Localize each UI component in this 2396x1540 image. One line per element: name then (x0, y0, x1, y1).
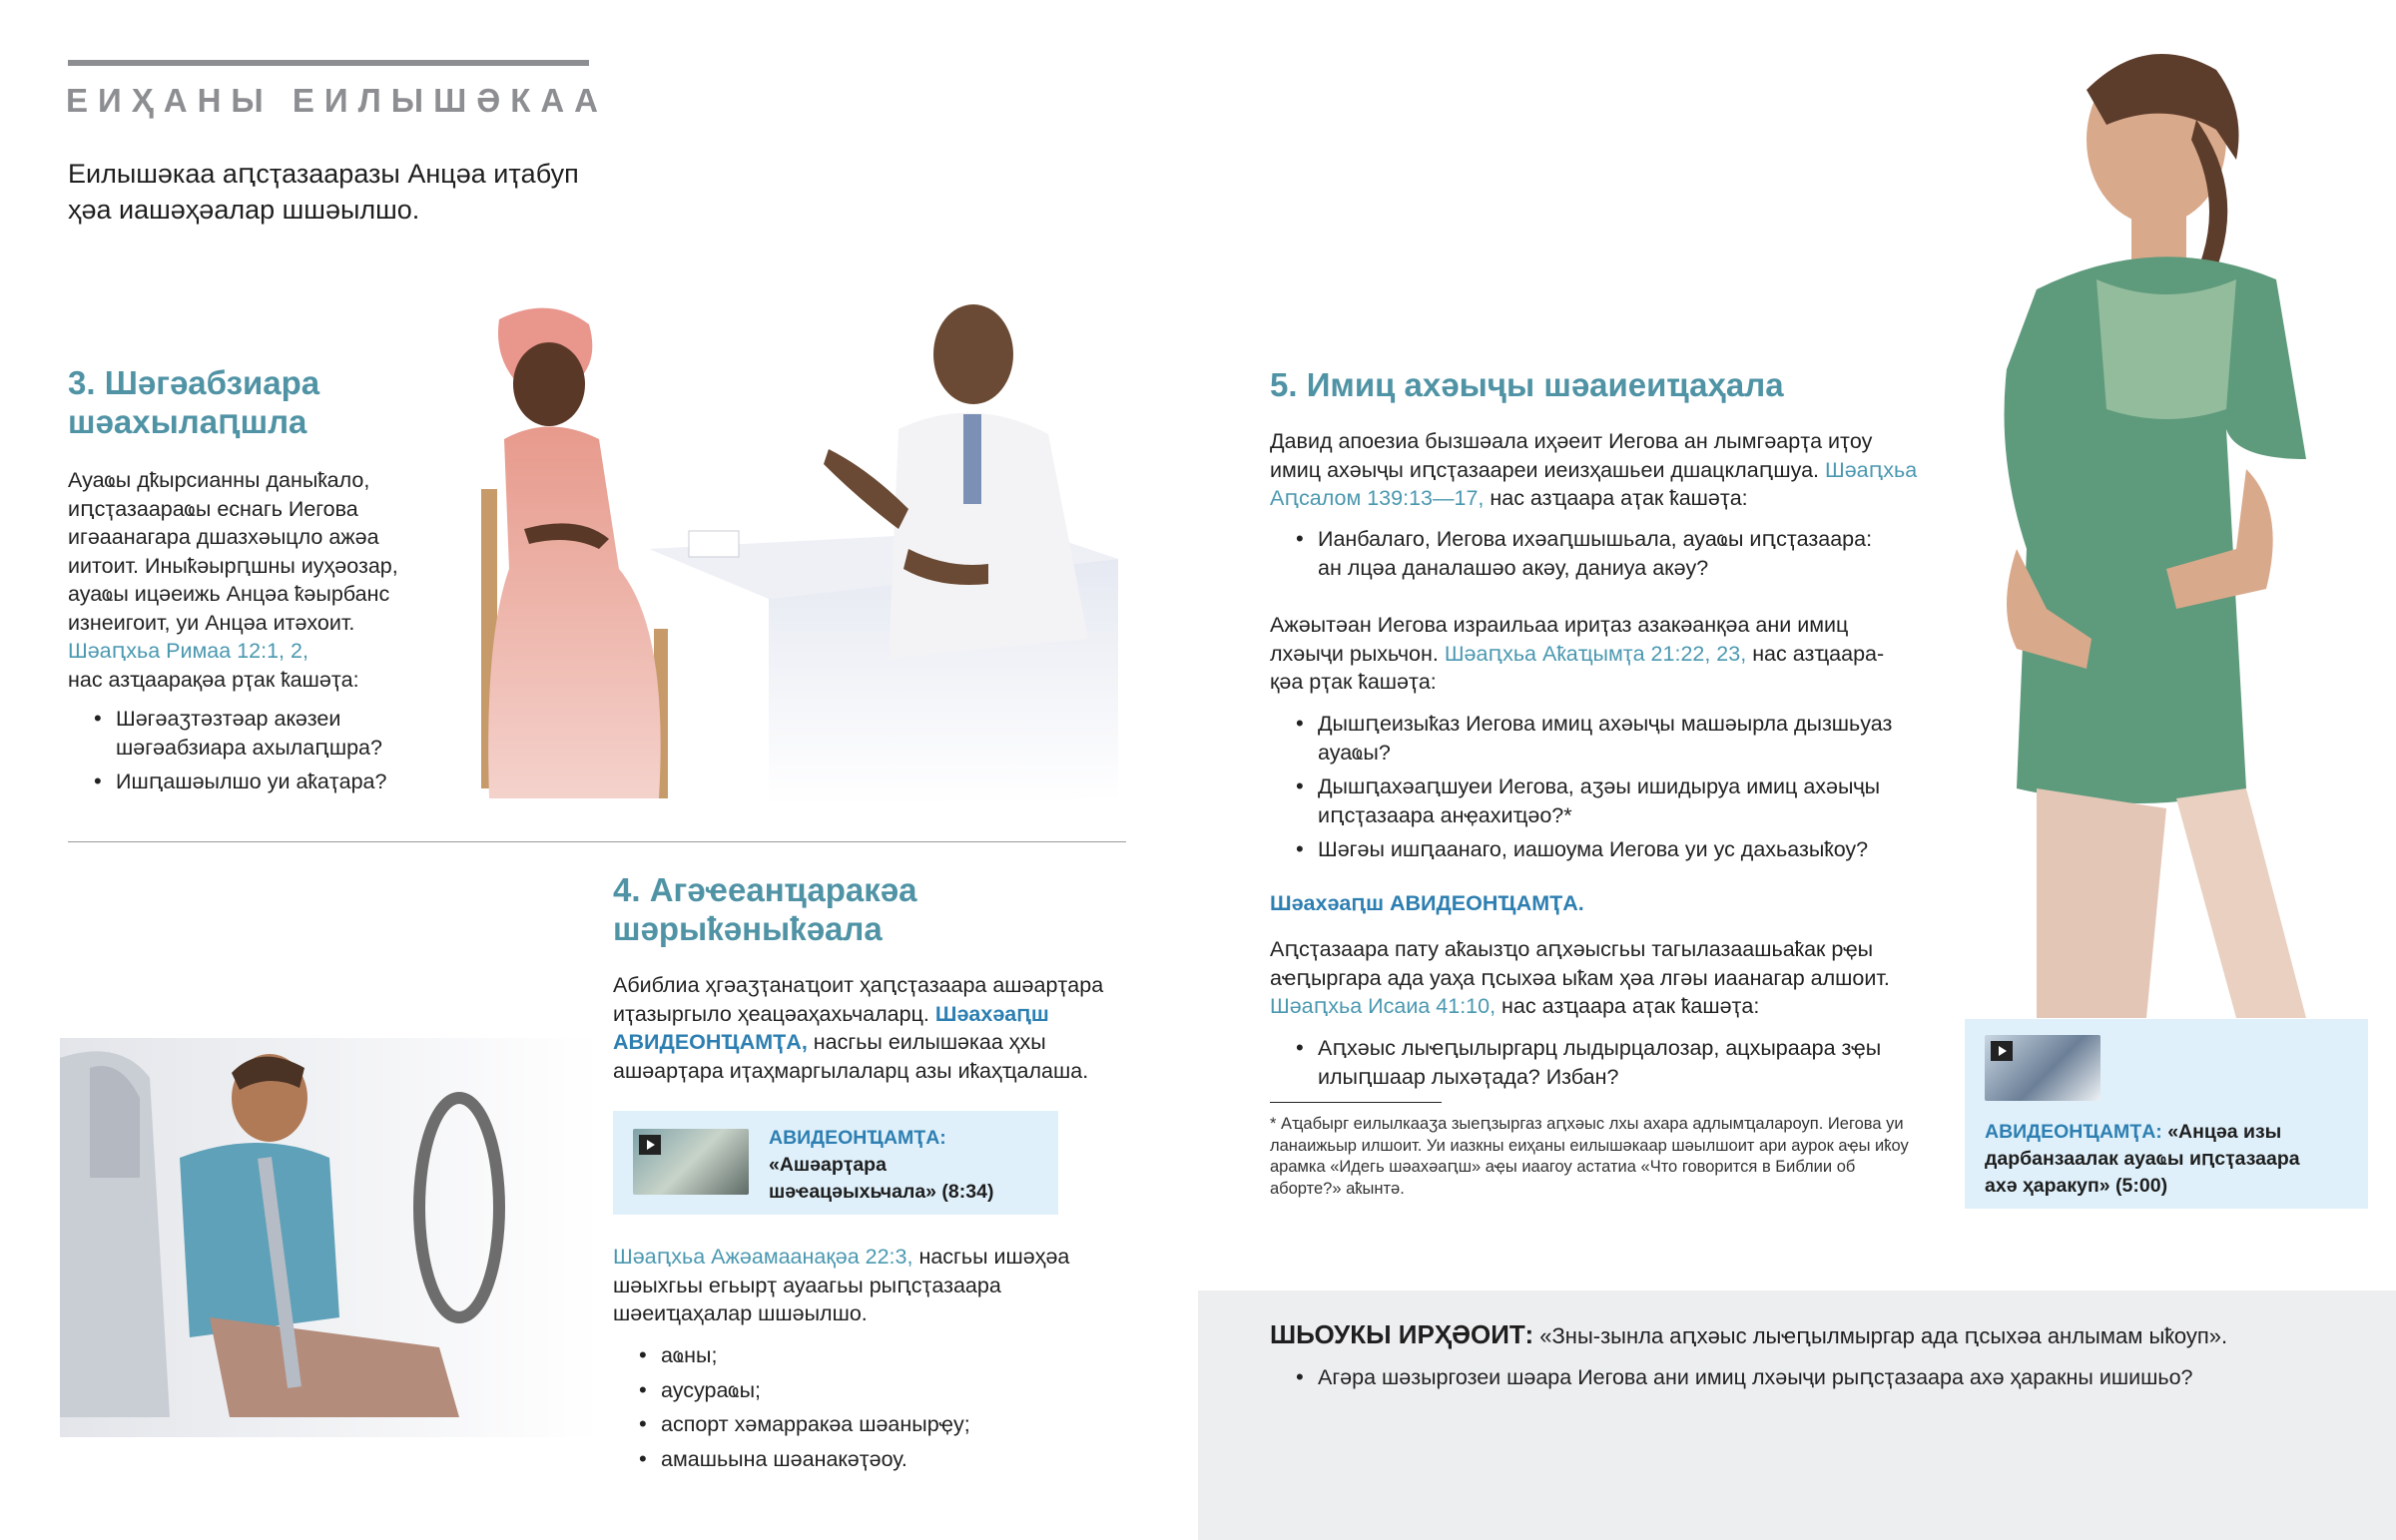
list-item: • Шәгәы ишԥаанаго, иашоума Иегова уи ус дахьазыҟоу? (1294, 835, 1893, 864)
list-item-line: • Ианбалаго, Иегова ихәаԥшышьала, ауаҩы иԥсҭазаара: (1318, 527, 1873, 551)
list-item-line: илыԥшаар лыхәҭада? Избан? (1318, 1064, 1619, 1089)
video-title-line: «Анцәа изы (2167, 1121, 2282, 1143)
list-item: • амашьына шәанакәҭәоу. (637, 1445, 1096, 1474)
video-thumbnail[interactable] (633, 1129, 749, 1195)
section5-scripture-link-3[interactable]: Шәаԥхьа Исаиа 41:10, (1270, 994, 1497, 1018)
section-divider (68, 841, 1126, 842)
section5-text-2: Ажәытәан Иегова израильаа ириҭаз азакәанқәа ани имиц лхәыҷи рыхьчон. (1270, 613, 1849, 666)
section3-para-line: иитоит. Иныҟәырԥшны иуҳәозар, (68, 553, 398, 578)
seatbelt-illustration (60, 1018, 599, 1437)
section5-scripture-link-1[interactable]: Шәаԥхьа Аԥсалом 139:13—17, (1270, 457, 1918, 510)
section3-heading-line1: 3. Шәгәабзиара (68, 364, 320, 401)
summary-quote-text: «Зны-зынла аԥхәыс лыҽԥылмыргар ада ԥсыхәа анлымам ыҟоуп». (1539, 1323, 2228, 1348)
section5-bullets-2 (1294, 710, 1893, 870)
section5-paragraph-1 (1270, 427, 1929, 513)
section3-para-line: иԥсҭазаараҩы еснагь Иегова (68, 496, 358, 521)
section3-paragraph (68, 466, 447, 694)
section3-scripture-link[interactable]: Шәаԥхьа Римаа 12:1, 2, (68, 639, 308, 663)
section4-text: Абиблиа ҳгәаӡҭанаҵоит ҳаԥсҭазаара ашәарҭара иҭазыргыло ҳеацәаҳахьчаларц. (613, 973, 1104, 1026)
video-card-value-of-life[interactable] (1965, 1019, 2368, 1209)
section4-text-2: насгьы ишәҳәа шәыхгьы егьырҭ ауаагьы рыԥсҭазаара шәеиҵаҳалар шшәылшо. (613, 1245, 1070, 1325)
section4-bullets (637, 1341, 1096, 1479)
video-label: АВИДЕОНҴАМҬА: (769, 1127, 946, 1149)
intro-line-1: Еилышәкаа аԥсҭазааразы Анцәа иҭабуп (68, 159, 579, 189)
header-rule (68, 60, 589, 66)
footnote-rule (1270, 1102, 1442, 1103)
list-item: • аспорт хәмарракәа шәанырҿу; (637, 1410, 1096, 1439)
section5-heading: 5. Имиц ахәыҷы шәаиеиҵаҳала (1270, 366, 1784, 403)
play-icon[interactable] (1991, 1041, 2013, 1061)
section5-video-link[interactable]: Шәахәаԥш АВИДЕОНҴАМҬА. (1270, 891, 1584, 915)
list-item: • аусураҩы; (637, 1376, 1096, 1405)
doctor-consultation-illustration (469, 299, 1128, 806)
section3-ask: нас азҵаарақәа рҭак ҟашәҭа: (68, 667, 359, 692)
intro-line-2: ҳәа иашәҳәалар шшәылшо. (68, 195, 420, 225)
list-item (1294, 1034, 1913, 1091)
section4-paragraph-2 (613, 1243, 1122, 1328)
video-title-line: дарбанзаалак ауаҩы иԥсҭазаара (1985, 1148, 2300, 1170)
list-item: • Дышԥеизыҟаз Иегова имиц ахәыҷы машәырла дызшьуаз ауаҩы? (1294, 710, 1893, 767)
section4-heading-line2: шәрыҟәныҟәала (613, 910, 883, 947)
list-item: • Агәра шәзыргозеи шәара Иегова ани имиц лхәыҷи рыԥсҭазаара ахә ҳаракны ишишьо? (1294, 1363, 2352, 1392)
section5-text-1: Давид апоезиа бызшәала иҳәеит Иегова ан лымгәарҭа иҭоу имиц ахәыҷы иԥсҭазаареи иеизҳашьеи дшацклаԥшуа. (1270, 429, 1873, 482)
summary-quote (1270, 1319, 2368, 1351)
summary-label: ШЬОУКЫ ИРҲӘОИТ: (1270, 1319, 1534, 1349)
play-icon[interactable] (639, 1135, 661, 1155)
section5-ask-3: нас азҵаара аҭак ҟашәҭа: (1501, 994, 1760, 1018)
video-title-line: шәҽацәыхьчала» (8:34) (769, 1181, 994, 1203)
summary-bullets (1294, 1363, 2352, 1398)
section4-video-link[interactable]: Шәахәаԥш АВИДЕОНҴАМҬА, (613, 1001, 1049, 1054)
list-item: • Дышԥахәаԥшуеи Иегова, аӡәы ишидыруа имиц ахәыҷы иԥсҭазаара анҿахиҵәо?* (1294, 772, 1893, 829)
list-item-line: ан лцәа даналашәо акәу, даниуа акәу? (1318, 555, 1709, 580)
section4-text-post: насгьы еилышәкаа ҳхы ашәарҭара иҭаҳмаргылаларц азы иҟаҳҵалаша. (613, 1030, 1089, 1083)
list-item: • аҩны; (637, 1341, 1096, 1370)
section3-para-line: ауаҩы ицәеижь Анцәа ҟәырбанс (68, 582, 390, 606)
section3-heading (68, 363, 319, 441)
footnote: * Аҵабырг еилылкааӡа зыеԥзыргаз аԥхәыс лхы ахара адлымҵалароуп. Иегова уи ланаижьыр илшоит. Уи иазкны еиҳаны еилышәкаар шәылшоит ари аурок аҿы иҟоу арамка «Идегь шәахәаԥш» аҿы иаагоу астатиа «Что говорится в Библии об аборте?» аҟынтә. (1270, 1115, 1909, 1198)
video-title-line: ахә ҳаракуп» (5:00) (1985, 1175, 2168, 1197)
video-label: АВИДЕОНҴАМҬА: (1985, 1121, 2162, 1143)
section5-ask-1: нас азҵаара аҭак ҟашәҭа: (1490, 486, 1748, 510)
section3-para-line: игәаанагара дшазхәыцло ажәа (68, 525, 379, 549)
list-item (1294, 525, 1913, 582)
section5-paragraph-3 (1270, 935, 1929, 1021)
section4-heading (613, 870, 916, 948)
intro-text (68, 156, 579, 228)
section5-ask-2: нас азҵаара-қәа рҭак ҟашәҭа: (1270, 641, 1885, 694)
section5-paragraph-2 (1270, 611, 1909, 697)
page-title: ЕИҲАНЫ ЕИЛЫШӘКАА (66, 82, 608, 119)
section3-bullets (92, 705, 401, 802)
section3-heading-line2: шәахылаԥшла (68, 403, 307, 440)
section3-para-line: Ауаҩы дҟырсианны даныҟало, (68, 468, 370, 492)
video-caption (1985, 1119, 2354, 1200)
section4-heading-line1: 4. Агәҽеанҵаракәа (613, 871, 917, 908)
section5-scripture-link-2[interactable]: Шәаԥхьа Аҟаҵымҭа 21:22, 23, (1444, 641, 1747, 666)
section4-scripture-link[interactable]: Шәаԥхьа Ажәамаанақәа 22:3, (613, 1245, 913, 1269)
list-item: • Ишԥашәылшо уи аҟаҭара? (92, 768, 401, 796)
list-item: • Шәгәаӡтәзтәар акәзеи шәгәабзиара ахылаԥшра? (92, 705, 401, 762)
video-caption (769, 1125, 993, 1206)
section5-text-3: Аԥсҭазаара пату аҟаызҵо аԥхәысгьы тагылазаашьаҟак рҿы аҽԥыргара ада уаҳа ԥсыхәа ыҟам ҳәа лгәы иаанагар алшоит. (1270, 937, 1890, 990)
section5-bullet-1 (1294, 525, 1913, 588)
video-card-seatbelt[interactable] (613, 1111, 1058, 1215)
pregnant-woman-illustration (1977, 30, 2356, 1018)
section4-paragraph (613, 971, 1122, 1085)
video-title-line: «Ашәарҭара (769, 1154, 887, 1176)
section3-para-line: изнеигоит, уи Анцәа итәхоит. (68, 610, 355, 635)
section5-bullet-3 (1294, 1034, 1913, 1097)
video-thumbnail[interactable] (1985, 1035, 2100, 1101)
list-item-line: • Аԥхәыс лыҽԥылыргарц лыдырцалозар, ацхыраара зҿы (1318, 1036, 1882, 1060)
